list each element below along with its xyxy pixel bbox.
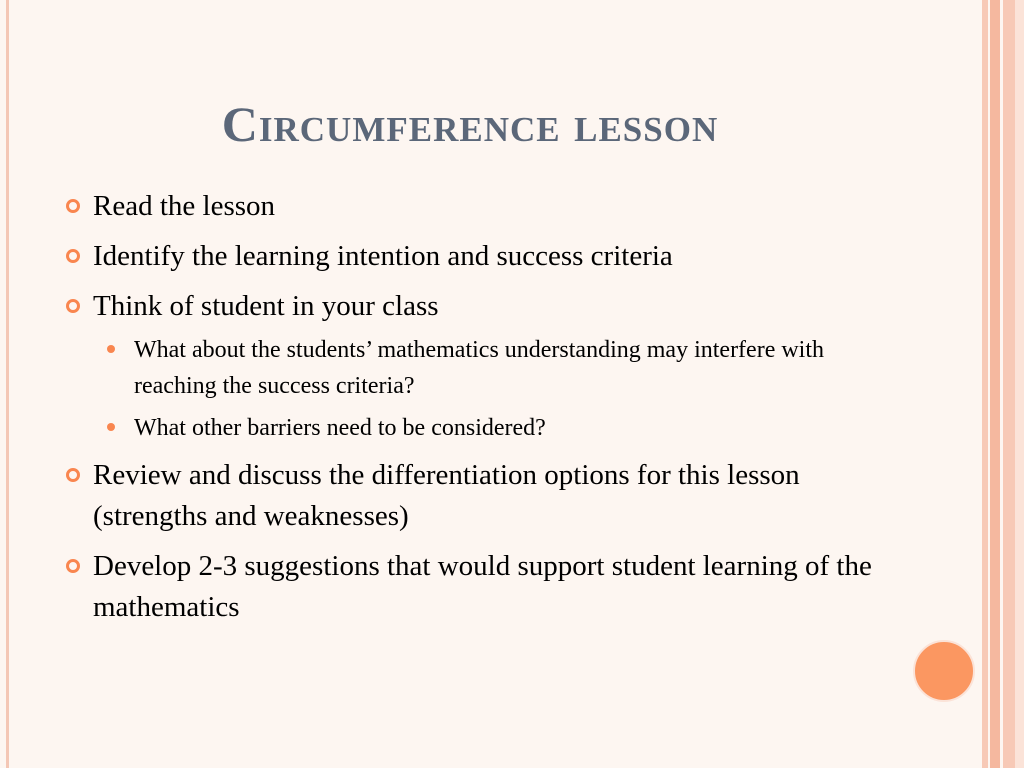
decorative-stripe — [990, 0, 1000, 768]
sub-bullet-item — [62, 332, 902, 404]
decorative-stripe — [1003, 0, 1015, 768]
bullet-item — [62, 455, 902, 537]
bullet-item — [62, 546, 902, 628]
bullet-text: Think of student in your class — [93, 290, 439, 322]
left-border-line — [6, 0, 9, 768]
bullet-text: Identify the learning intention and success criteria — [93, 240, 673, 272]
bullet-item — [62, 186, 902, 227]
bullet-item — [62, 236, 902, 277]
bullet-text: Read the lesson — [93, 190, 276, 222]
ring-bullet-icon — [66, 249, 80, 263]
dot-bullet-icon — [107, 345, 115, 353]
ring-bullet-icon — [66, 299, 80, 313]
sub-bullet-text: What other barriers need to be considered? — [134, 415, 546, 441]
decorative-circle — [913, 640, 975, 702]
bullet-text: Review and discuss the differentiation options for this lesson (strengths and weaknesses) — [93, 459, 800, 532]
ring-bullet-icon — [66, 468, 80, 482]
sub-bullet-text: What about the students’ mathematics understanding may interfere with reaching the success criteria? — [134, 337, 825, 399]
bullet-item — [62, 286, 902, 327]
sub-bullet-item — [62, 410, 902, 446]
ring-bullet-icon — [66, 199, 80, 213]
sub-bullet-list — [62, 332, 902, 446]
decorative-stripe — [1015, 0, 1024, 768]
bullet-list — [62, 186, 902, 637]
slide-title: Circumference lesson — [221, 96, 719, 152]
bullet-text: Develop 2-3 suggestions that would support student learning of the mathematics — [93, 550, 872, 623]
dot-bullet-icon — [107, 423, 115, 431]
ring-bullet-icon — [66, 559, 80, 573]
